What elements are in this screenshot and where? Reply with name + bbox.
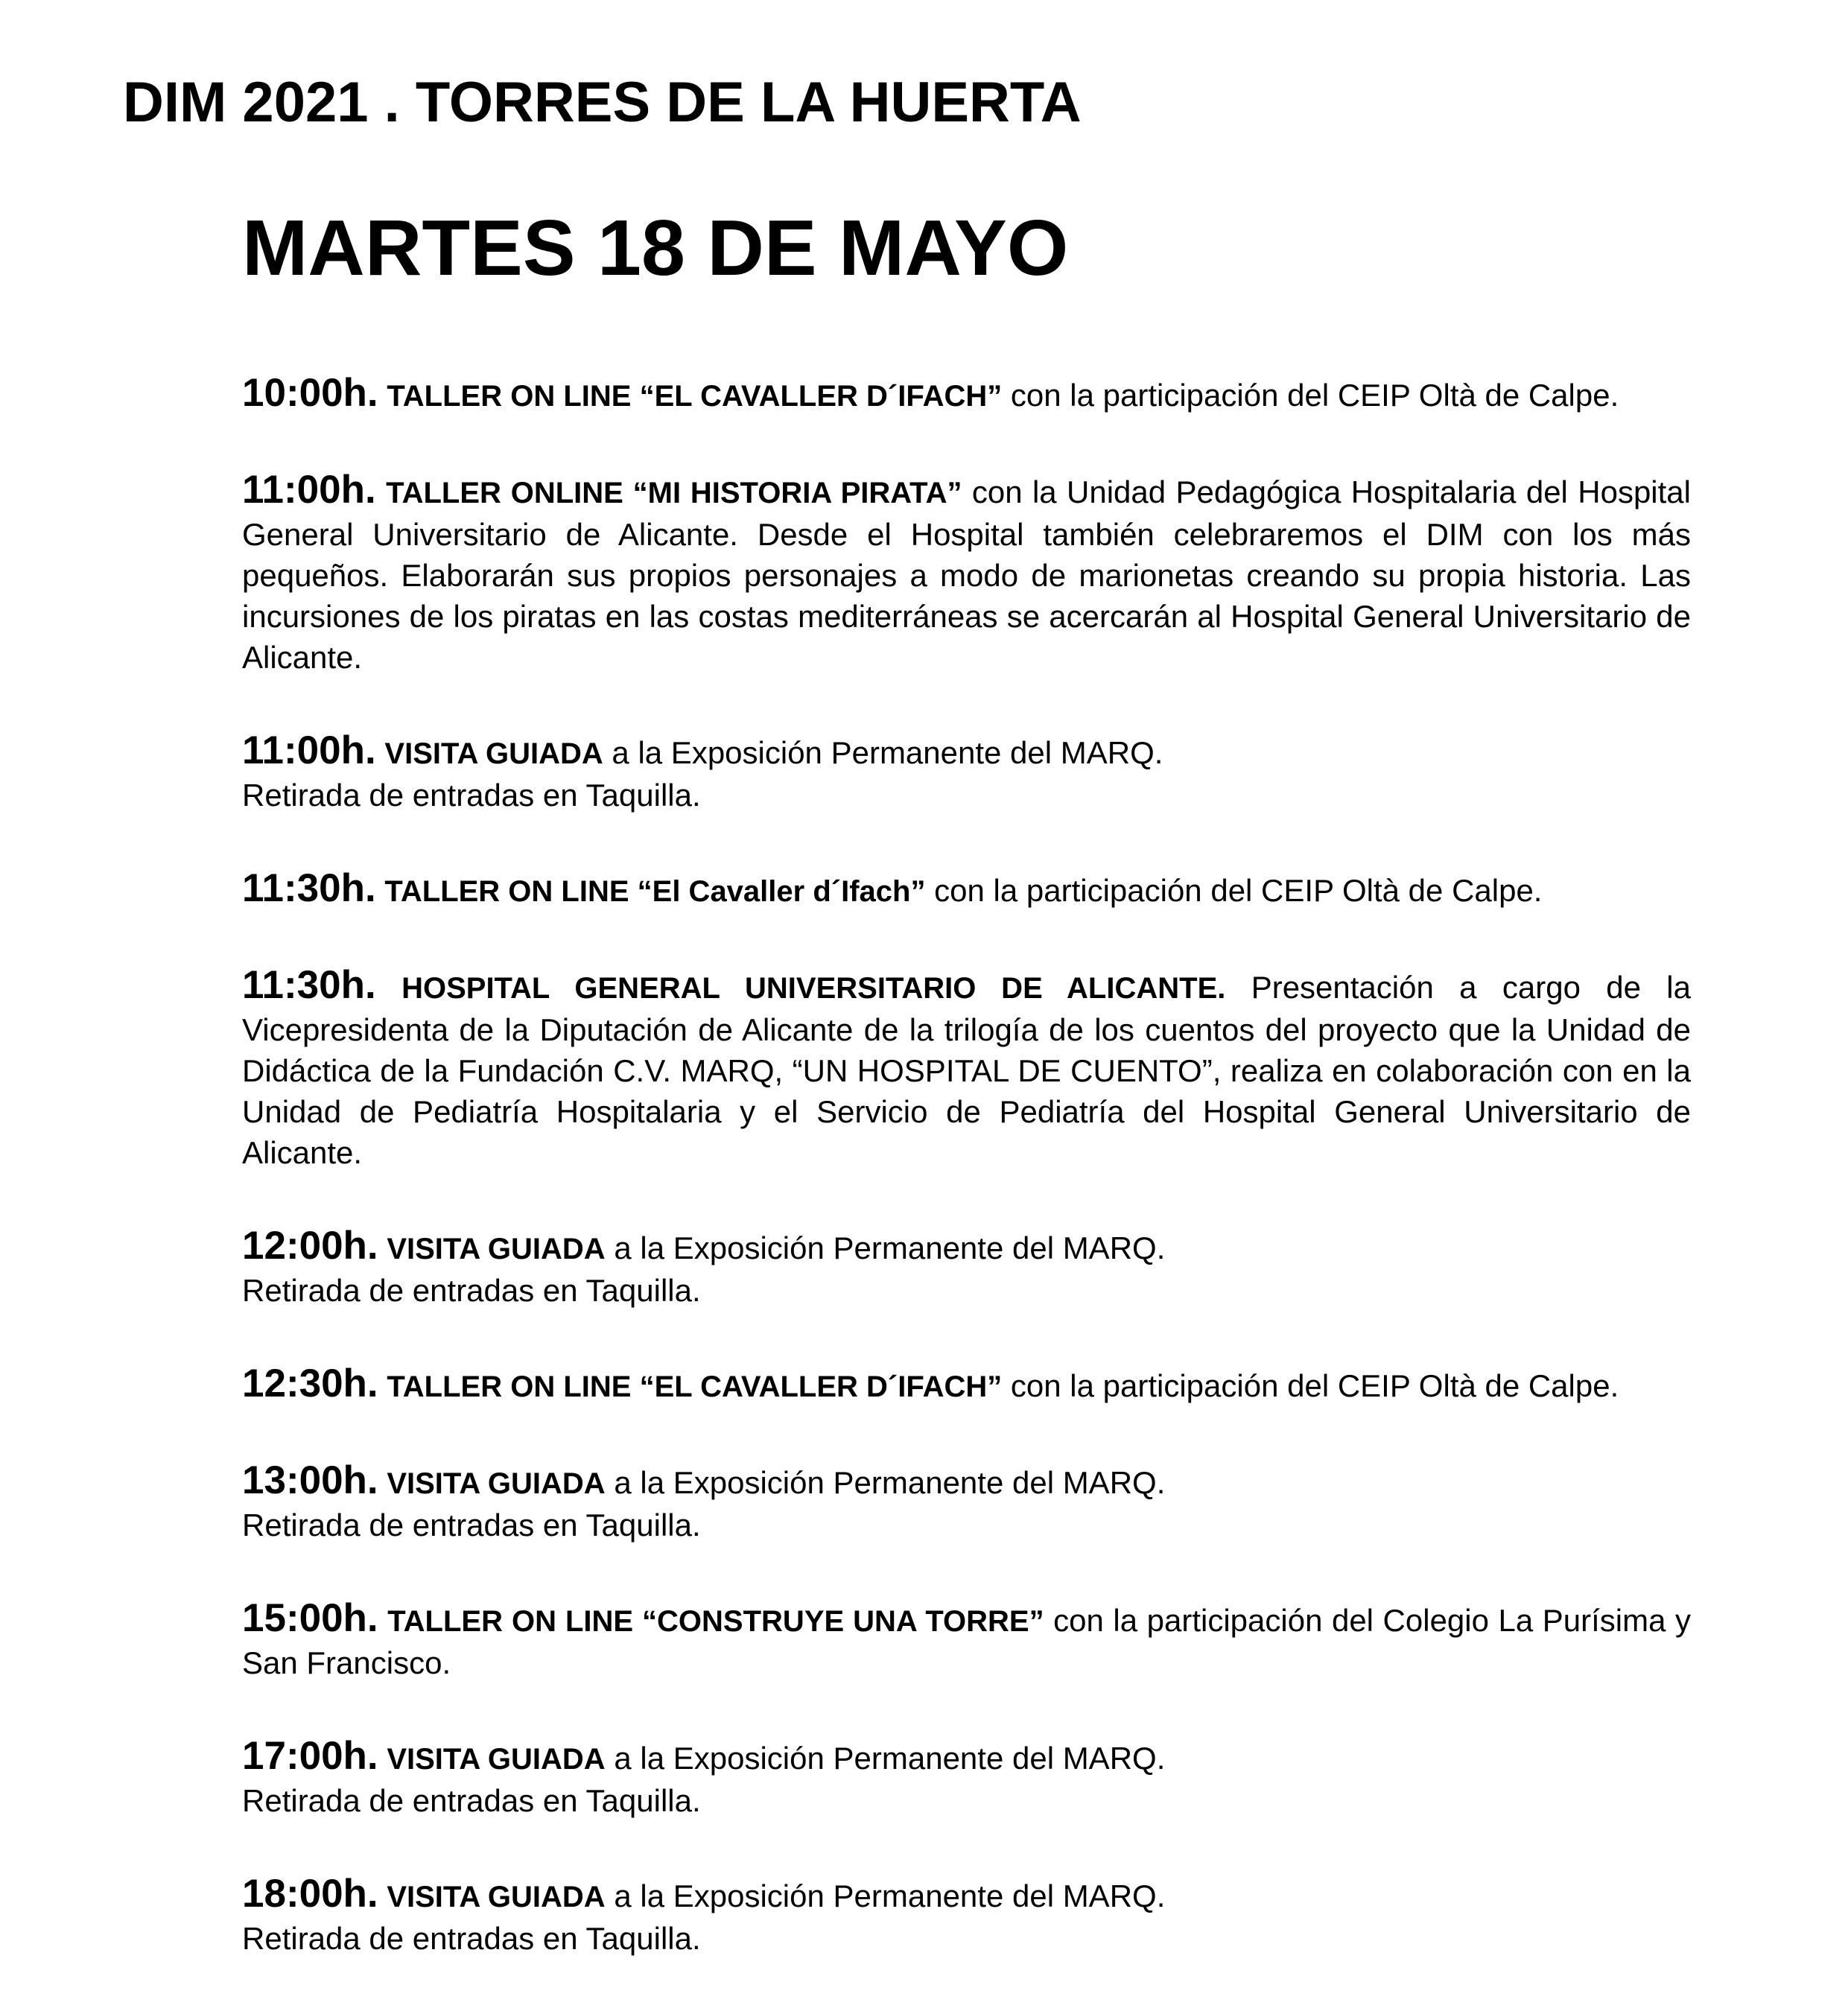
entry-time: 15:00h.: [242, 1596, 378, 1640]
entry-text: con la participación del CEIP Oltà de Calpe.: [1002, 1368, 1619, 1403]
schedule-entry: [242, 372, 1691, 417]
entry-event: TALLER ON LINE “CONSTRUYE UNA TORRE”: [387, 1605, 1044, 1638]
entry-time: 11:00h.: [242, 728, 376, 772]
entry-note: Retirada de entradas en Taquilla.: [242, 778, 701, 813]
entry-text: con la participación del Colegio La Purísima y San Francisco.: [242, 1603, 1692, 1680]
entry-event: TALLER ON LINE “El Cavaller d´Ifach”: [384, 875, 926, 908]
day-heading: MARTES 18 DE MAYO: [242, 204, 1069, 292]
entry-text: a la Exposición Permanente del MARQ.: [605, 1741, 1166, 1776]
entry-event: VISITA GUIADA: [387, 1467, 606, 1500]
entry-event: VISITA GUIADA: [387, 1881, 606, 1913]
entry-text: con la Unidad Pedagógica Hospitalaria del Hospital General Universitario de Alicante. Desde el Hospital también celebraremos el DIM con los más pequeños. Elaborarán sus propios personajes a modo de marionetas creando su propia historia. Las incursiones de los piratas en las costas mediterráneas se acercarán al Hospital General Universitario de Alicante.: [242, 474, 1691, 675]
entry-time: 12:00h.: [242, 1224, 378, 1268]
entry-text: a la Exposición Permanente del MARQ.: [605, 1465, 1166, 1500]
schedule-entry: [242, 1598, 1691, 1683]
entry-text: con la participación del CEIP Oltà de Calpe.: [925, 873, 1543, 908]
entry-event: VISITA GUIADA: [387, 1743, 606, 1776]
entry-text: a la Exposición Permanente del MARQ.: [605, 1878, 1166, 1913]
entry-note: Retirada de entradas en Taquilla.: [242, 1508, 701, 1543]
schedule-entry: [242, 868, 1691, 912]
entry-event: VISITA GUIADA: [384, 737, 603, 770]
entry-time: 17:00h.: [242, 1734, 378, 1778]
entry-note: Retirada de entradas en Taquilla.: [242, 1273, 701, 1308]
entry-time: 11:30h.: [242, 963, 376, 1007]
entry-event: HOSPITAL GENERAL UNIVERSITARIO DE ALICANTE.: [401, 972, 1226, 1005]
entry-event: TALLER ON LINE “EL CAVALLER D´IFACH”: [387, 1370, 1003, 1403]
entry-text: a la Exposición Permanente del MARQ.: [605, 1230, 1166, 1265]
schedule-list: [242, 372, 1691, 2011]
entry-event: VISITA GUIADA: [387, 1233, 606, 1265]
schedule-entry: [242, 730, 1691, 816]
entry-event: TALLER ON LINE “EL CAVALLER D´IFACH”: [387, 380, 1003, 413]
entry-time: 10:00h.: [242, 371, 378, 415]
entry-time: 12:30h.: [242, 1362, 378, 1405]
schedule-entry: [242, 1873, 1691, 1959]
entry-time: 11:00h.: [242, 468, 376, 512]
schedule-entry: [242, 1735, 1691, 1821]
schedule-entry: [242, 469, 1691, 678]
entry-note: Retirada de entradas en Taquilla.: [242, 1783, 701, 1818]
entry-text: a la Exposición Permanente del MARQ.: [603, 735, 1163, 770]
entry-time: 11:30h.: [242, 866, 376, 910]
schedule-entry: [242, 1363, 1691, 1408]
entry-time: 13:00h.: [242, 1458, 378, 1502]
entry-event: TALLER ONLINE “MI HISTORIA PIRATA”: [386, 477, 962, 509]
entry-note: Retirada de entradas en Taquilla.: [242, 1921, 701, 1956]
schedule-entry: [242, 965, 1691, 1173]
entry-text: con la participación del CEIP Oltà de Calpe.: [1002, 378, 1619, 413]
document-title: DIM 2021 . TORRES DE LA HUERTA: [123, 71, 1082, 134]
schedule-entry: [242, 1225, 1691, 1311]
schedule-entry: [242, 1460, 1691, 1545]
entry-text: Presentación a cargo de la Vicepresidenta de la Diputación de Alicante de la trilogía de los cuentos del proyecto que la Unidad de Didáctica de la Fundación C.V. MARQ, “UN HOSPITAL DE CUENTO”, realiza en colaboración con en la Unidad de Pediatría Hospitalaria y el Servicio de Pediatría del Hospital General Universitario de Alicante.: [242, 970, 1692, 1170]
entry-time: 18:00h.: [242, 1872, 378, 1916]
